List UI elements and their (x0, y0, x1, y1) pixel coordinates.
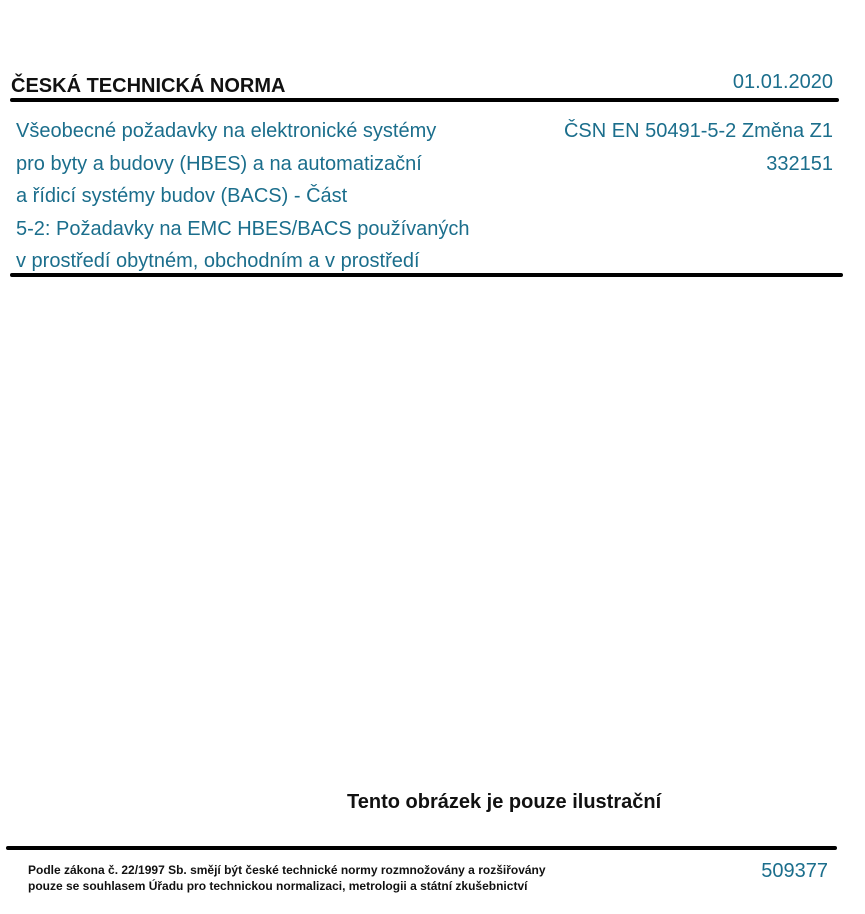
classification-code: 332151 (766, 152, 833, 175)
standard-identifiers (564, 115, 833, 180)
copyright-notice (28, 862, 546, 894)
standard-title-line: 5-2: Požadavky na EMC HBES/BACS používaných (16, 217, 470, 240)
copyright-notice-line: pouze se souhlasem Úřadu pro technickou normalizaci, metrologii a státní zkušebnictví (28, 879, 528, 893)
document-type-title: ČESKÁ TECHNICKÁ NORMA (11, 75, 286, 97)
standard-title (16, 115, 536, 278)
standard-title-line: a řídicí systémy budov (BACS) - Část (16, 185, 348, 207)
standard-title-line: v prostředí obytném, obchodním a v prostředí (16, 250, 420, 272)
header-divider (10, 98, 839, 102)
standard-title-line: pro byty a budovy (HBES) a na automatizační (16, 152, 422, 175)
document-number: 509377 (761, 860, 828, 882)
standard-title-line: Všeobecné požadavky na elektronické systémy (16, 120, 437, 142)
publication-date: 01.01.2020 (732, 71, 833, 93)
copyright-notice-line: Podle zákona č. 22/1997 Sb. smějí být české technické normy rozmnožovány a rozšiřovány (28, 863, 546, 877)
title-divider (10, 273, 843, 277)
footer-divider (6, 846, 837, 850)
illustration-notice: Tento obrázek je pouze ilustrační (347, 791, 662, 813)
standard-designation: ČSN EN 50491-5-2 Změna Z1 (563, 120, 833, 142)
